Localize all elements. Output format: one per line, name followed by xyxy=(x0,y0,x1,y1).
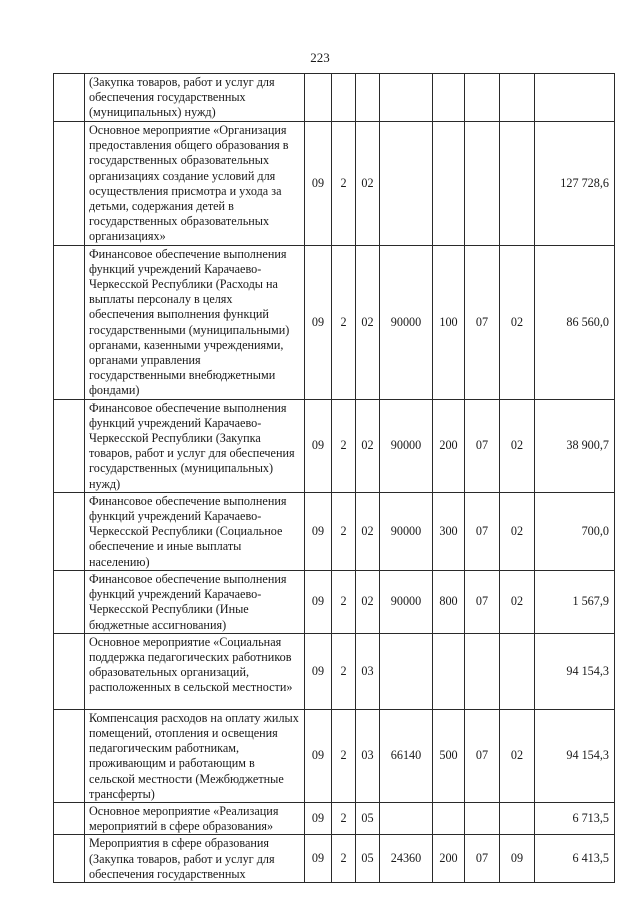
program-code-cell: 09 xyxy=(305,399,332,492)
expense-type-cell: 200 xyxy=(433,399,465,492)
item-name-cell: Основное мероприятие «Социальная поддержка педагогических работников образовательных организаций, расположенных в сельской местности» xyxy=(85,633,305,709)
row-number-cell xyxy=(54,74,85,122)
program-code-cell: 09 xyxy=(305,709,332,802)
amount-cell: 700,0 xyxy=(535,492,615,570)
subsection-code-cell: 09 xyxy=(500,835,535,883)
amount-cell: 38 900,7 xyxy=(535,399,615,492)
event-code-cell: 03 xyxy=(356,709,380,802)
table-row xyxy=(54,245,615,399)
subprogram-code-cell: 2 xyxy=(332,570,356,633)
program-code-cell: 09 xyxy=(305,570,332,633)
subsection-code-cell: 02 xyxy=(500,399,535,492)
program-code-cell xyxy=(305,74,332,122)
direction-code-cell xyxy=(380,633,433,709)
expense-type-cell xyxy=(433,74,465,122)
program-code-cell: 09 xyxy=(305,633,332,709)
amount-cell: 6 413,5 xyxy=(535,835,615,883)
amount-cell: 127 728,6 xyxy=(535,122,615,246)
expense-type-cell: 200 xyxy=(433,835,465,883)
row-number-cell xyxy=(54,570,85,633)
subprogram-code-cell: 2 xyxy=(332,835,356,883)
event-code-cell: 02 xyxy=(356,245,380,399)
item-name-cell: Финансовое обеспечение выполнения функций учреждений Карачаево-Черкесской Республики (Социальное обеспечение и иные выплаты населению) xyxy=(85,492,305,570)
subsection-code-cell xyxy=(500,802,535,834)
expense-type-cell xyxy=(433,802,465,834)
item-name-cell: Основное мероприятие «Реализация мероприятий в сфере образования» xyxy=(85,802,305,834)
row-number-cell xyxy=(54,399,85,492)
event-code-cell: 05 xyxy=(356,802,380,834)
program-code-cell: 09 xyxy=(305,835,332,883)
section-code-cell xyxy=(465,633,500,709)
event-code-cell: 02 xyxy=(356,399,380,492)
item-name-cell: Финансовое обеспечение выполнения функций учреждений Карачаево-Черкесской Республики (Расходы на выплаты персоналу в целях обеспечения выполнения функций государственными (муниципальными) органами, казенными учреждениями, органами управления государственными внебюджетными фондами) xyxy=(85,245,305,399)
subprogram-code-cell xyxy=(332,74,356,122)
subsection-code-cell: 02 xyxy=(500,709,535,802)
item-name-cell: Компенсация расходов на оплату жилых помещений, отопления и освещения педагогическим работникам, проживающим и работающим в сельской местности (Межбюджетные трансферты) xyxy=(85,709,305,802)
subsection-code-cell: 02 xyxy=(500,570,535,633)
subprogram-code-cell: 2 xyxy=(332,122,356,246)
event-code-cell: 05 xyxy=(356,835,380,883)
item-name-cell: Финансовое обеспечение выполнения функций учреждений Карачаево-Черкесской Республики (Закупка товаров, работ и услуг для обеспечения государственных (муниципальных) нужд) xyxy=(85,399,305,492)
section-code-cell: 07 xyxy=(465,492,500,570)
direction-code-cell: 24360 xyxy=(380,835,433,883)
expense-type-cell: 800 xyxy=(433,570,465,633)
program-code-cell: 09 xyxy=(305,245,332,399)
row-number-cell xyxy=(54,245,85,399)
table-row xyxy=(54,709,615,802)
row-number-cell xyxy=(54,709,85,802)
item-name-cell: Финансовое обеспечение выполнения функций учреждений Карачаево-Черкесской Республики (Иные бюджетные ассигнования) xyxy=(85,570,305,633)
subprogram-code-cell: 2 xyxy=(332,802,356,834)
budget-table xyxy=(53,73,615,883)
section-code-cell: 07 xyxy=(465,399,500,492)
amount-cell: 86 560,0 xyxy=(535,245,615,399)
table-body xyxy=(54,74,615,883)
table-row xyxy=(54,570,615,633)
program-code-cell: 09 xyxy=(305,122,332,246)
direction-code-cell xyxy=(380,122,433,246)
amount-cell: 6 713,5 xyxy=(535,802,615,834)
item-name-cell: (Закупка товаров, работ и услуг для обеспечения государственных (муниципальных) нужд) xyxy=(85,74,305,122)
section-code-cell xyxy=(465,122,500,246)
event-code-cell: 02 xyxy=(356,122,380,246)
section-code-cell: 07 xyxy=(465,835,500,883)
row-number-cell xyxy=(54,633,85,709)
expense-type-cell: 100 xyxy=(433,245,465,399)
event-code-cell: 02 xyxy=(356,570,380,633)
row-number-cell xyxy=(54,492,85,570)
amount-cell: 1 567,9 xyxy=(535,570,615,633)
amount-cell: 94 154,3 xyxy=(535,709,615,802)
event-code-cell: 02 xyxy=(356,492,380,570)
subprogram-code-cell: 2 xyxy=(332,399,356,492)
amount-cell xyxy=(535,74,615,122)
expense-type-cell: 300 xyxy=(433,492,465,570)
table-row xyxy=(54,399,615,492)
expense-type-cell xyxy=(433,122,465,246)
page-number: 223 xyxy=(310,50,330,65)
subsection-code-cell: 02 xyxy=(500,245,535,399)
program-code-cell: 09 xyxy=(305,802,332,834)
section-code-cell: 07 xyxy=(465,570,500,633)
expense-type-cell xyxy=(433,633,465,709)
subsection-code-cell xyxy=(500,74,535,122)
amount-cell: 94 154,3 xyxy=(535,633,615,709)
subsection-code-cell xyxy=(500,633,535,709)
direction-code-cell xyxy=(380,74,433,122)
table-row xyxy=(54,492,615,570)
item-name-cell: Мероприятия в сфере образования (Закупка товаров, работ и услуг для обеспечения государственных xyxy=(85,835,305,883)
event-code-cell: 03 xyxy=(356,633,380,709)
subprogram-code-cell: 2 xyxy=(332,245,356,399)
section-code-cell: 07 xyxy=(465,245,500,399)
direction-code-cell: 90000 xyxy=(380,570,433,633)
table-row xyxy=(54,633,615,709)
subprogram-code-cell: 2 xyxy=(332,492,356,570)
item-name-cell: Основное мероприятие «Организация предоставления общего образования в государственных образовательных организациях создание условий для осуществления присмотра и ухода за детьми, содержания детей в государственных образовательных организациях» xyxy=(85,122,305,246)
expense-type-cell: 500 xyxy=(433,709,465,802)
section-code-cell xyxy=(465,802,500,834)
section-code-cell xyxy=(465,74,500,122)
direction-code-cell: 90000 xyxy=(380,399,433,492)
subsection-code-cell: 02 xyxy=(500,492,535,570)
row-number-cell xyxy=(54,835,85,883)
direction-code-cell xyxy=(380,802,433,834)
table-row xyxy=(54,122,615,246)
table-row xyxy=(54,74,615,122)
row-number-cell xyxy=(54,122,85,246)
program-code-cell: 09 xyxy=(305,492,332,570)
event-code-cell xyxy=(356,74,380,122)
table-row xyxy=(54,802,615,834)
direction-code-cell: 90000 xyxy=(380,492,433,570)
subprogram-code-cell: 2 xyxy=(332,709,356,802)
direction-code-cell: 90000 xyxy=(380,245,433,399)
subsection-code-cell xyxy=(500,122,535,246)
table-row xyxy=(54,835,615,883)
section-code-cell: 07 xyxy=(465,709,500,802)
row-number-cell xyxy=(54,802,85,834)
subprogram-code-cell: 2 xyxy=(332,633,356,709)
direction-code-cell: 66140 xyxy=(380,709,433,802)
